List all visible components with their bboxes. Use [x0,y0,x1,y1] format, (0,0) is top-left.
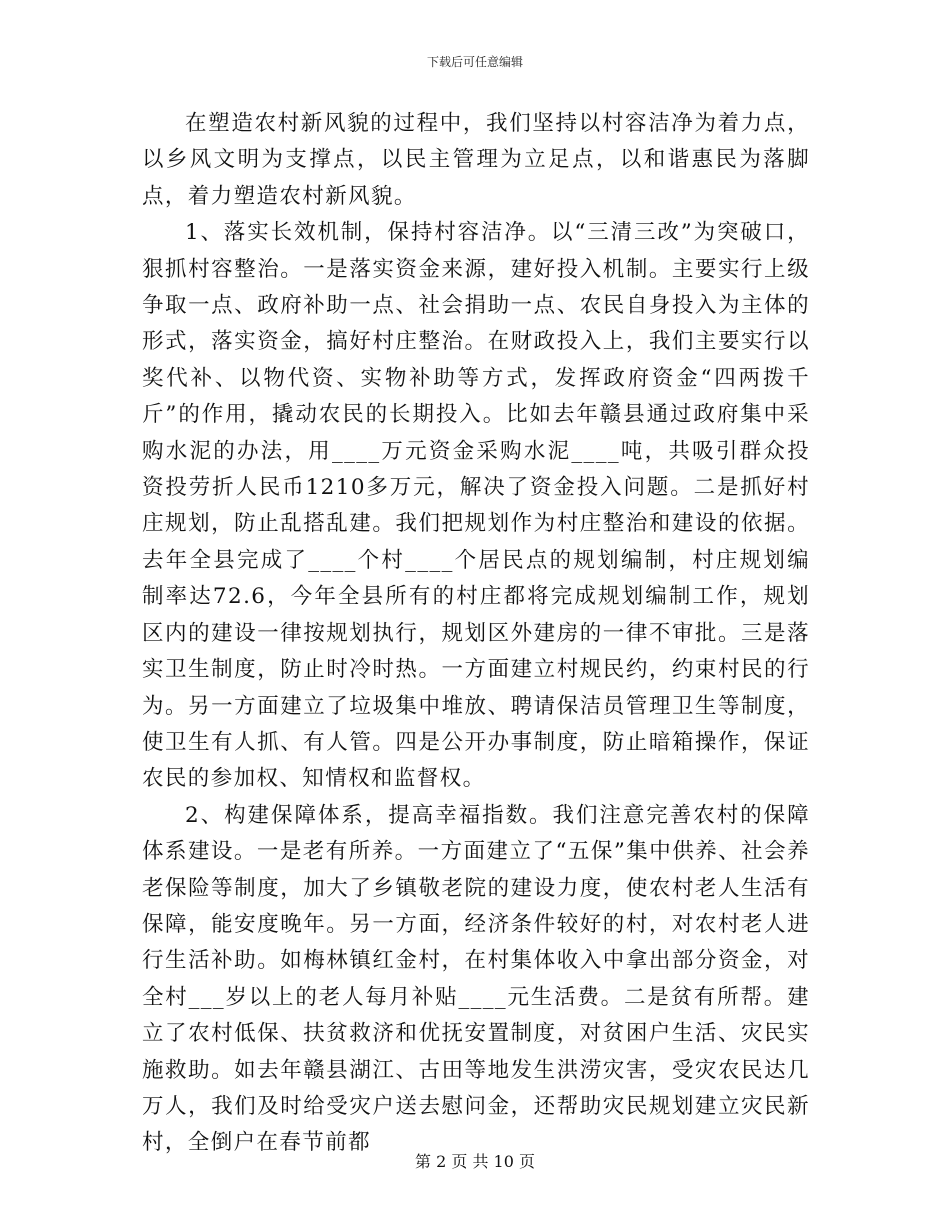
page-number: 第 2 页 共 10 页 [415,1152,535,1171]
document-body [142,106,810,1162]
paragraph-intro: 在塑造农村新风貌的过程中，我们坚持以村容洁净为着力点，以乡风文明为支撑点，以民主管理为立足点，以和谐惠民为落脚点，着力塑造农村新风貌。 [142,111,810,209]
page-header: 下载后可任意编辑 [426,55,523,69]
paragraph-section-2: 2、构建保障体系，提高幸福指数。我们注意完善农村的保障体系建设。一是老有所养。一方面建立了“五保”集中供养、社会养老保险等制度，加大了乡镇敬老院的建设力度，使农村老人生活有保障，能安度晚年。另一方面，经济条件较好的村，对农村老人进行生活补助。如梅林镇红金村，在村集体收入中拿出部分资金，对全村___岁以上的老人每月补贴____元生活费。二是贫有所帮。建立了农村低保、扶贫救济和优抚安置制度，对贫困户生活、灾民实施救助。如去年赣县湖江、古田等地发生洪涝灾害，受灾农民达几万人，我们及时给受灾户送去慰问金，还帮助灾民规划建立灾民新村，全倒户在春节前都 [142,802,810,1156]
paragraph-section-1: 1、落实长效机制，保持村容洁净。以“三清三改”为突破口，狠抓村容整治。一是落实资金来源，建好投入机制。主要实行上级争取一点、政府补助一点、社会捐助一点、农民自身投入为主体的形式，落实资金，搞好村庄整治。在财政投入上，我们主要实行以奖代补、以物代资、实物补助等方式，发挥政府资金“四两拨千斤”的作用，撬动农民的长期投入。比如去年赣县通过政府集中采购水泥的办法，用____万元资金采购水泥____吨，共吸引群众投资投劳折人民币1210多万元，解决了资金投入问题。二是抓好村庄规划，防止乱搭乱建。我们把规划作为村庄整治和建设的依据。去年全县完成了____个村____个居民点的规划编制，村庄规划编制率达72.6，今年全县所有的村庄都将完成规划编制工作，规划区内的建设一律按规划执行，规划区外建房的一律不审批。三是落实卫生制度，防止时冷时热。一方面建立村规民约，约束村民的行为。另一方面建立了垃圾集中堆放、聘请保洁员管理卫生等制度，使卫生有人抓、有人管。四是公开办事制度，防止暗箱操作，保证农民的参加权、知情权和监督权。 [142,220,810,792]
